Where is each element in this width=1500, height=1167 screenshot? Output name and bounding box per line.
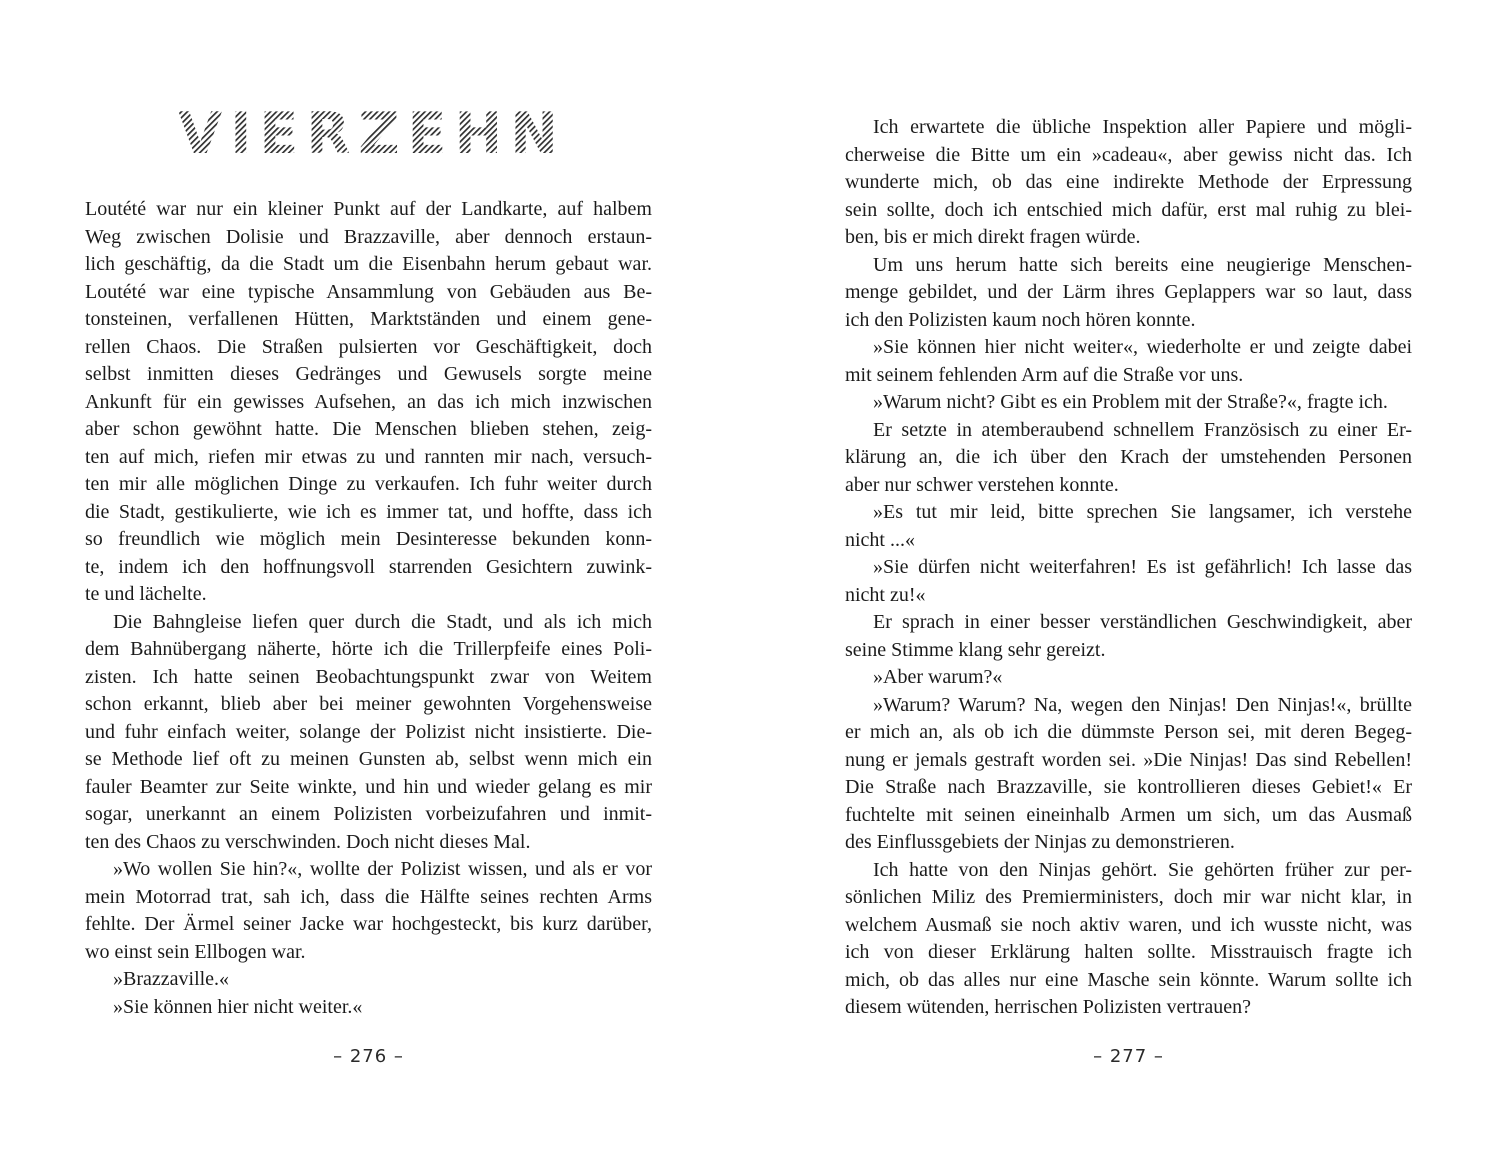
text-line: se Methode lief oft zu meinen Gunsten ab, selbst wenn mich ein (85, 748, 652, 770)
text-line: mit seinem fehlenden Arm auf die Straße vor uns. (845, 363, 1244, 386)
text-line: fehlte. Der Ärmel seiner Jacke war hochgesteckt, bis kurz darüber, (85, 913, 652, 935)
text-line: wunderte mich, ob das eine indirekte Methode der Erpressung (845, 171, 1412, 193)
text-line: sein sollte, doch ich entschied mich dafür, erst mal ruhig zu blei- (845, 198, 1412, 221)
text-line: sogar, unerkannt an einem Polizisten vorbeizufahren und inmit- (85, 803, 652, 825)
text-line: »Aber warum?« (873, 666, 1003, 688)
text-line: Ankunft für ein gewisses Aufsehen, an das ich mich inzwischen (85, 390, 652, 413)
text-line: »Warum nicht? Gibt es ein Problem mit der Straße?«, fragte ich. (873, 391, 1388, 413)
text-line: ben, bis er mich direkt fragen würde. (845, 226, 1141, 248)
right-page-number: – 277 – (1093, 1046, 1164, 1067)
text-line: schon erkannt, blieb aber bei meiner gewohnten Vorgehensweise (85, 693, 652, 715)
text-line: Um uns herum hatte sich bereits eine neugierige Menschen- (873, 253, 1412, 276)
text-line: »Sie können hier nicht weiter.« (113, 995, 363, 1018)
text-line: sönlichen Miliz des Premierministers, doch mir war nicht klar, in (845, 886, 1412, 908)
text-line: dem Bahnübergang näherte, hörte ich die Trillerpfeife eines Poli- (85, 638, 652, 660)
text-line: des Einflussgebiets der Ninjas zu demonstrieren. (845, 831, 1235, 853)
left-page-number: – 276 – (333, 1046, 404, 1067)
text-line: nicht zu!« (845, 583, 926, 606)
text-line: ten mir alle möglichen Dinge zu verkaufen. Ich fuhr weiter durch (85, 473, 652, 495)
text-line: ich den Polizisten kaum noch hören konnte. (845, 308, 1196, 331)
left-page (85, 0, 652, 1167)
text-line: mein Motorrad trat, sah ich, dass die Hälfte seines rechten Arms (85, 885, 652, 908)
text-line: nicht ...« (845, 528, 915, 551)
text-line: »Brazzaville.« (113, 968, 230, 990)
text-line: er mich an, als ob ich die dümmste Person sei, mit deren Begeg- (845, 721, 1412, 743)
text-line: klärung an, die ich über den Krach der umstehenden Personen (845, 446, 1412, 468)
text-line: »Sie können hier nicht weiter«, wiederholte er und zeigte dabei (873, 336, 1412, 358)
text-line: te und lächelte. (85, 583, 207, 605)
text-line: Er sprach in einer besser verständlichen Geschwindigkeit, aber (873, 611, 1412, 633)
text-line: rellen Chaos. Die Straßen pulsierten vor Geschäftigkeit, doch (85, 335, 652, 358)
right-body-text (845, 114, 1412, 1022)
text-line: wo einst sein Ellbogen war. (85, 940, 306, 963)
text-line: mich, ob das alles nur eine Masche sein könnte. Warum sollte ich (845, 968, 1412, 991)
left-body-text (85, 196, 652, 1021)
text-line: »Es tut mir leid, bitte sprechen Sie langsamer, ich verstehe (873, 501, 1412, 523)
text-line: ich von dieser Erklärung halten sollte. Misstrauisch fragte ich (845, 941, 1412, 963)
text-line: Ich erwartete die übliche Inspektion aller Papiere und mögli- (873, 116, 1412, 138)
text-line: nung er jemals gestraft worden sei. »Die Ninjas! Das sind Rebellen! (845, 748, 1412, 771)
text-line: »Wo wollen Sie hin?«, wollte der Polizist wissen, und als er vor (113, 858, 652, 880)
text-line: fuchtelte mit seinen eineinhalb Armen um sich, um das Ausmaß (845, 803, 1412, 826)
text-line: aber schon gewöhnt hatte. Die Menschen blieben stehen, zeig- (85, 418, 652, 440)
text-line: Er setzte in atemberaubend schnellem Französisch zu einer Er- (873, 418, 1412, 441)
text-line: »Sie dürfen nicht weiterfahren! Es ist gefährlich! Ich lasse das (873, 556, 1412, 578)
text-line: die Stadt, gestikulierte, wie ich es immer tat, und hoffte, dass ich (85, 500, 652, 523)
text-line: welchem Ausmaß sie noch aktiv waren, und ich wusste nicht, was (845, 913, 1412, 936)
text-line: fauler Beamter zur Seite winkte, und hin und wieder gelang es mir (85, 775, 652, 798)
text-line: Loutété war eine typische Ansammlung von Gebäuden aus Be- (85, 280, 652, 303)
text-line: »Warum? Warum? Na, wegen den Ninjas! Den Ninjas!«, brüllte (873, 693, 1412, 716)
text-line: aber nur schwer verstehen konnte. (845, 473, 1119, 496)
text-line: lich geschäftig, da die Stadt um die Eisenbahn herum gebaut war. (85, 253, 652, 275)
text-line: Loutété war nur ein kleiner Punkt auf der Landkarte, auf halbem (85, 198, 652, 220)
text-line: ten des Chaos zu verschwinden. Doch nicht dieses Mal. (85, 830, 531, 853)
right-page (845, 0, 1412, 1167)
text-line: zisten. Ich hatte seinen Beobachtungspunkt zwar von Weitem (85, 665, 652, 688)
text-line: tonsteinen, verfallenen Hütten, Marktständen und einem gene- (85, 308, 652, 330)
text-line: Die Straße nach Brazzaville, sie kontrollieren dieses Gebiet!« Er (845, 776, 1412, 798)
text-line: menge gebildet, und der Lärm ihres Geplappers war so laut, dass (845, 281, 1412, 303)
chapter-heading (85, 100, 652, 172)
text-line: cherweise die Bitte um ein »cadeau«, aber gewiss nicht das. Ich (845, 143, 1412, 166)
text-line: ten auf mich, riefen mir etwas zu und rannten mir nach, versuch- (85, 445, 652, 468)
text-line: selbst inmitten dieses Gedränges und Gewusels sorgte meine (85, 363, 652, 385)
text-line: Die Bahngleise liefen quer durch die Stadt, und als ich mich (113, 610, 652, 633)
text-line: te, indem ich den hoffnungsvoll starrenden Gesichtern zuwink- (85, 555, 652, 578)
text-line: so freundlich wie möglich mein Desinteresse bekunden konn- (85, 528, 652, 550)
text-line: seine Stimme klang sehr gereizt. (845, 638, 1106, 661)
text-line: und fuhr einfach weiter, solange der Polizist nicht insistierte. Die- (85, 720, 652, 743)
text-line: Weg zwischen Dolisie und Brazzaville, aber dennoch erstaun- (85, 225, 652, 248)
text-line: Ich hatte von den Ninjas gehört. Sie gehörten früher zur per- (873, 858, 1412, 881)
text-line: diesem wütenden, herrischen Polizisten vertrauen? (845, 996, 1251, 1018)
chapter-heading-text: VIERZEHN (178, 101, 566, 167)
